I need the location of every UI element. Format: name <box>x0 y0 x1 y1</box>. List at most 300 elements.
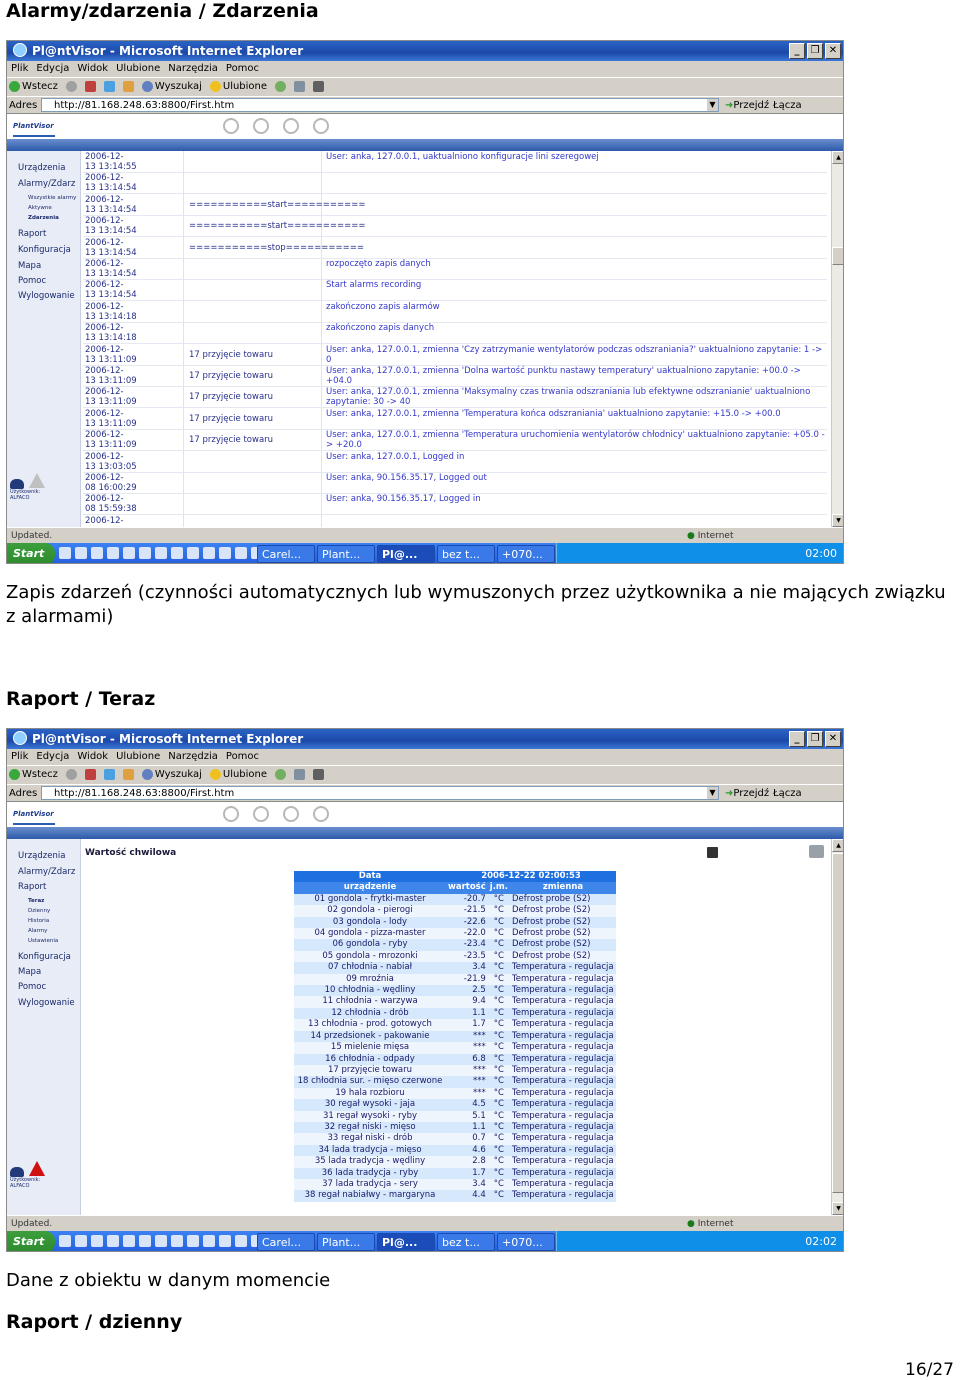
nav-now[interactable]: Teraz <box>28 898 45 904</box>
table-header-row <box>294 871 616 882</box>
event-source: 17 przyjęcie towaru <box>189 413 274 424</box>
user-name: ALFACO <box>10 495 30 501</box>
menu-favorites[interactable]: Ulubione <box>116 63 161 74</box>
cell-device: 30 regał wysoki - jaja <box>294 1099 446 1110</box>
cell-value: 1.1 <box>446 1122 488 1133</box>
table-row <box>294 1088 616 1099</box>
home-icon[interactable] <box>123 769 134 780</box>
clock: 02:02 <box>805 1235 837 1248</box>
event-date <box>85 259 177 279</box>
user-label: Użytkownik: <box>10 489 41 495</box>
browser-window-events <box>6 40 844 564</box>
list-item <box>83 280 827 301</box>
event-time: 13 13:14:55 <box>85 162 137 172</box>
minimize-button[interactable]: _ <box>789 731 805 747</box>
menu-file[interactable]: Plik <box>11 751 29 762</box>
back-label: Wstecz <box>22 769 58 780</box>
print-icon[interactable] <box>313 81 324 92</box>
cell-unit: °C <box>488 1088 510 1099</box>
cell-variable: Defrost probe (S2) <box>510 894 616 905</box>
back-button[interactable] <box>9 81 58 92</box>
cell-unit: °C <box>488 1133 510 1144</box>
scroll-thumb[interactable] <box>832 247 844 265</box>
cell-variable: Temperatura - regulacja <box>510 1122 616 1133</box>
nav-alarms-events[interactable]: Alarmy/Zdarz <box>18 179 76 189</box>
cell-unit: °C <box>488 939 510 950</box>
address-bar <box>7 784 843 802</box>
event-time: 13 13:14:18 <box>85 311 137 322</box>
event-time: 13 13:11:09 <box>85 440 137 451</box>
header-datetime: 2006-12-22 02:00:53 <box>446 871 616 882</box>
event-time: 08 15:59:38 <box>85 504 137 515</box>
event-date <box>85 152 177 172</box>
heading-report-daily: Raport / dzienny <box>6 1311 183 1333</box>
bell-icon[interactable] <box>253 806 269 822</box>
event-source: ===========start=========== <box>189 221 366 232</box>
cell-device: 05 gondola - mrozonki <box>294 951 446 962</box>
event-date-day: 2006-12- <box>85 280 124 291</box>
cell-value: -23.4 <box>446 939 488 950</box>
cell-device: 17 przyjęcie towaru <box>294 1065 446 1076</box>
cell-variable: Temperatura - regulacja <box>510 1190 616 1201</box>
go-button[interactable]: ➜Przejdź <box>725 788 770 799</box>
back-arrow-icon <box>9 81 20 92</box>
history-icon[interactable] <box>313 118 329 134</box>
event-date <box>85 452 177 472</box>
event-time: 13 13:14:54 <box>85 226 137 237</box>
cell-device: 03 gondola - lody <box>294 917 446 928</box>
cell-variable: Temperatura - regulacja <box>510 1019 616 1030</box>
address-label: Adres <box>9 788 38 799</box>
cell-value: 1.7 <box>446 1019 488 1030</box>
back-arrow-icon <box>9 769 20 780</box>
heading-report-now: Raport / Teraz <box>6 688 156 710</box>
table-row <box>294 1168 616 1179</box>
stop-icon[interactable] <box>85 81 96 92</box>
cell-value: -20.7 <box>446 894 488 905</box>
cell-unit: °C <box>488 951 510 962</box>
event-message: User: anka, 127.0.0.1, zmienna 'Temperatura uruchomienia wentylatorów chłodnicy' uaktualniono zapytanie: +05.0 -> +20.0 <box>326 430 825 451</box>
task-plant[interactable]: Plant... <box>317 1233 375 1251</box>
mail-icon[interactable] <box>294 769 305 780</box>
nav-configuration[interactable]: Konfiguracja <box>18 245 71 255</box>
taskbar <box>7 543 843 564</box>
task-plantvisor[interactable]: Pl@... <box>377 545 435 563</box>
task-carel[interactable]: Carel... <box>257 1233 315 1251</box>
cell-unit: °C <box>488 1145 510 1156</box>
cell-variable: Temperatura - regulacja <box>510 996 616 1007</box>
system-tray <box>556 1231 843 1252</box>
table-row <box>294 1145 616 1156</box>
user-info <box>10 1177 40 1189</box>
favorites-label: Ulubione <box>222 769 268 780</box>
task-untitled[interactable]: bez t... <box>437 545 495 563</box>
nav-devices[interactable]: Urządzenia <box>18 851 66 861</box>
event-time: 13 13:14:54 <box>85 204 137 215</box>
menu-edit[interactable]: Edycja <box>36 63 70 74</box>
table-row <box>294 939 616 950</box>
event-date-day: 2006-12- <box>85 515 124 526</box>
address-bar <box>7 96 843 114</box>
event-message: Start alarms recording <box>326 280 422 291</box>
list-item <box>83 345 827 366</box>
forward-arrow-icon[interactable] <box>66 769 77 780</box>
nav-active[interactable]: Aktywne <box>28 205 52 211</box>
menu-file[interactable]: Plik <box>11 63 29 74</box>
list-item <box>83 366 827 387</box>
cell-value: 9.4 <box>446 996 488 1007</box>
cell-value: 6.8 <box>446 1054 488 1065</box>
graph-icon[interactable] <box>283 118 299 134</box>
event-date <box>85 280 177 300</box>
event-date-day: 2006-12- <box>85 387 124 398</box>
event-date <box>85 430 177 450</box>
graph-icon[interactable] <box>283 806 299 822</box>
bell-icon[interactable] <box>253 118 269 134</box>
event-time: 13 13:11:09 <box>85 418 137 429</box>
print-icon[interactable] <box>809 845 824 858</box>
phone-icon[interactable] <box>10 479 24 489</box>
nav-daily[interactable]: Dzienny <box>28 908 51 914</box>
event-date-day: 2006-12- <box>85 344 124 355</box>
address-dropdown-icon[interactable]: ▼ <box>707 787 718 799</box>
nav-devices[interactable]: Urządzenia <box>18 163 66 173</box>
menu-view[interactable]: Widok <box>77 751 109 762</box>
toolbar <box>7 77 843 95</box>
task-plantvisor[interactable]: Pl@... <box>377 1233 435 1251</box>
nav-configuration[interactable]: Konfiguracja <box>18 952 71 962</box>
table-row <box>294 1031 616 1042</box>
table-row <box>294 951 616 962</box>
taskbar <box>7 1231 843 1252</box>
nav-settings[interactable]: Ustawienia <box>28 938 59 944</box>
minimize-button[interactable]: _ <box>789 43 805 59</box>
cell-variable: Temperatura - regulacja <box>510 1076 616 1087</box>
close-button[interactable]: ✕ <box>825 43 841 59</box>
cell-device: 02 gondola - pierogi <box>294 905 446 916</box>
cell-value: 1.1 <box>446 1008 488 1019</box>
cell-value: 4.6 <box>446 1145 488 1156</box>
back-button[interactable] <box>9 769 58 780</box>
favorites-label: Ulubione <box>222 81 268 92</box>
event-message: User: anka, 127.0.0.1, zmienna 'Temperatura końca odszraniania' uaktualniono zapytanie: +15.0 -> +00.0 <box>326 408 781 419</box>
event-date-day: 2006-12- <box>85 194 124 205</box>
history-icon[interactable] <box>313 806 329 822</box>
favorites-button[interactable] <box>210 81 267 92</box>
address-value: http://81.168.248.63:8800/First.htm <box>54 788 235 799</box>
cell-device: 13 chłodnia - prod. gotowych <box>294 1019 446 1030</box>
event-message: User: anka, 90.156.35.17, Logged in <box>326 494 481 505</box>
status-bar <box>7 1215 843 1232</box>
event-date-day: 2006-12- <box>85 494 124 505</box>
cell-value: 5.1 <box>446 1111 488 1122</box>
cell-device: 18 chłodnia sur. - mięso czerwone <box>294 1076 446 1087</box>
cell-device: 16 chłodnia - odpady <box>294 1054 446 1065</box>
nav-logout[interactable]: Wylogowanie <box>18 291 75 301</box>
go-button[interactable]: ➜Przejdź <box>725 100 770 111</box>
zone-label: Internet <box>697 1219 734 1229</box>
header-band <box>7 827 843 839</box>
event-date-day: 2006-12- <box>85 430 124 441</box>
stop-icon[interactable] <box>85 769 96 780</box>
cell-value: 3.4 <box>446 1179 488 1190</box>
cell-value: 4.5 <box>446 1099 488 1110</box>
event-date <box>85 387 177 407</box>
alarm-icon[interactable] <box>29 1161 45 1176</box>
table-row <box>294 1042 616 1053</box>
list-item <box>83 323 827 344</box>
col-device: urządzenie <box>294 882 446 893</box>
alarm-icon[interactable] <box>29 473 45 488</box>
event-date-day: 2006-12- <box>85 152 124 162</box>
table-row <box>294 905 616 916</box>
event-date <box>85 409 177 429</box>
event-date <box>85 345 177 365</box>
address-dropdown-icon[interactable]: ▼ <box>707 99 718 111</box>
cell-unit: °C <box>488 1019 510 1030</box>
plantvisor-header <box>7 113 843 140</box>
nav-report[interactable]: Raport <box>18 229 47 239</box>
refresh-icon[interactable] <box>104 81 115 92</box>
plantvisor-logo: PlantVisor <box>13 805 55 825</box>
page-number: 16/27 <box>905 1360 954 1380</box>
nav-alarms-events[interactable]: Alarmy/Zdarz <box>18 867 76 877</box>
maximize-button[interactable]: ❐ <box>807 43 823 59</box>
scrollbar[interactable] <box>831 839 844 1215</box>
event-time: 13 13:11:09 <box>85 354 137 365</box>
links-button[interactable]: Łącza <box>773 100 802 111</box>
task-plant[interactable]: Plant... <box>317 545 375 563</box>
cell-value: 3.4 <box>446 962 488 973</box>
history-icon[interactable] <box>275 769 286 780</box>
toolbar <box>7 765 843 783</box>
go-label: Przejdź <box>733 788 770 799</box>
cell-value: -21.5 <box>446 905 488 916</box>
event-message: rozpoczęto zapis danych <box>326 259 431 269</box>
maximize-button[interactable]: ❐ <box>807 731 823 747</box>
cell-variable: Temperatura - regulacja <box>510 1088 616 1099</box>
security-zone: ● Internet <box>687 1219 734 1229</box>
nav-map[interactable]: Mapa <box>18 967 42 977</box>
plantvisor-header <box>7 801 843 828</box>
address-value: http://81.168.248.63:8800/First.htm <box>54 100 235 111</box>
mail-icon[interactable] <box>294 81 305 92</box>
event-date <box>85 323 177 343</box>
cell-variable: Temperatura - regulacja <box>510 1099 616 1110</box>
cell-variable: Temperatura - regulacja <box>510 1065 616 1076</box>
search-button[interactable] <box>142 81 202 92</box>
cell-value: -23.5 <box>446 951 488 962</box>
col-unit: j.m. <box>489 882 509 893</box>
task-untitled[interactable]: bez t... <box>437 1233 495 1251</box>
list-item <box>83 216 827 237</box>
scroll-up-icon[interactable]: ▲ <box>832 151 844 164</box>
phone-icon[interactable] <box>10 1167 24 1177</box>
nav-history[interactable]: Historia <box>28 918 50 924</box>
list-item <box>83 173 827 194</box>
nav-all-alarms[interactable]: Wszystkie alarmy <box>28 195 77 201</box>
event-date-day: 2006-12- <box>85 237 124 248</box>
event-date <box>85 238 177 258</box>
cell-value: -21.9 <box>446 974 488 985</box>
cell-unit: °C <box>488 1122 510 1133</box>
favorites-button[interactable] <box>210 769 267 780</box>
cell-variable: Temperatura - regulacja <box>510 1168 616 1179</box>
list-item <box>83 452 827 473</box>
cell-device: 01 gondola - frytki-master <box>294 894 446 905</box>
history-icon[interactable] <box>275 81 286 92</box>
task-070[interactable]: +070... <box>497 545 555 563</box>
event-message: User: anka, 127.0.0.1, Logged in <box>326 451 465 462</box>
cell-unit: °C <box>488 974 510 985</box>
event-date-day: 2006-12- <box>85 216 124 227</box>
window-title: Pl@ntVisor - Microsoft Internet Explorer <box>32 732 304 746</box>
scroll-down-icon[interactable]: ▼ <box>832 514 844 527</box>
table-row <box>294 985 616 996</box>
clock: 02:00 <box>805 547 837 560</box>
list-item <box>83 387 827 408</box>
address-input[interactable] <box>41 98 719 112</box>
cell-value: 0.7 <box>446 1133 488 1144</box>
cell-device: 32 regał niski - mięso <box>294 1122 446 1133</box>
links-button[interactable]: Łącza <box>773 788 802 799</box>
cell-value: *** <box>446 1031 488 1042</box>
quick-launch <box>59 547 263 559</box>
home-icon[interactable] <box>123 81 134 92</box>
scrollbar[interactable] <box>831 151 844 527</box>
cell-unit: °C <box>488 1042 510 1053</box>
refresh-icon[interactable] <box>223 118 239 134</box>
refresh-icon[interactable] <box>104 769 115 780</box>
start-button[interactable]: Start <box>7 543 55 564</box>
cell-value: 4.4 <box>446 1190 488 1201</box>
cell-device: 07 chłodnia - nabiał <box>294 962 446 973</box>
report-table <box>294 871 616 1202</box>
cell-variable: Defrost probe (S2) <box>510 951 616 962</box>
cell-variable: Temperatura - regulacja <box>510 1054 616 1065</box>
cell-unit: °C <box>488 1099 510 1110</box>
event-time: 13 13:03:05 <box>85 461 137 472</box>
cell-device: 04 gondola - pizza-master <box>294 928 446 939</box>
cell-unit: °C <box>488 1168 510 1179</box>
print-icon[interactable] <box>313 769 324 780</box>
event-message: User: anka, 127.0.0.1, zmienna 'Dolna wartość punktu nastawy temperatury' uaktualniono zapytanie: +00.0 -> +04.0 <box>326 366 801 386</box>
menu-edit[interactable]: Edycja <box>36 751 70 762</box>
status-bar <box>7 527 843 544</box>
cell-value: *** <box>446 1065 488 1076</box>
menu-help[interactable]: Pomoc <box>225 751 260 762</box>
menu-tools[interactable]: Narzędzia <box>168 751 218 762</box>
cell-variable: Temperatura - regulacja <box>510 1008 616 1019</box>
forward-arrow-icon[interactable] <box>66 81 77 92</box>
event-date <box>85 195 177 215</box>
user-name: ALFACO <box>10 1183 30 1189</box>
cell-unit: °C <box>488 962 510 973</box>
event-time: 13 13:14:54 <box>85 247 137 258</box>
task-carel[interactable]: Carel... <box>257 545 315 563</box>
menu-bar <box>7 61 843 77</box>
cell-value: -22.6 <box>446 917 488 928</box>
list-item <box>83 152 827 173</box>
event-date <box>85 516 177 526</box>
table-row <box>294 1133 616 1144</box>
list-item <box>83 409 827 430</box>
nav-help[interactable]: Pomoc <box>18 276 47 286</box>
event-source: 17 przyjęcie towaru <box>189 371 274 381</box>
events-description: Zapis zdarzeń (czynności automatycznych lub wymuszonych przez użytkownika a nie mających związku z alarmami) <box>6 582 946 627</box>
table-row <box>294 894 616 905</box>
cell-variable: Temperatura - regulacja <box>510 985 616 996</box>
security-zone: ● Internet <box>687 531 734 541</box>
cell-variable: Temperatura - regulacja <box>510 1111 616 1122</box>
table-row <box>294 1065 616 1076</box>
address-input[interactable] <box>41 786 719 800</box>
table-row <box>294 917 616 928</box>
header-date-label: Data <box>294 871 446 882</box>
scroll-up-icon[interactable]: ▲ <box>832 839 844 852</box>
cell-device: 10 chłodnia - wędliny <box>294 985 446 996</box>
report-content <box>7 839 844 1215</box>
menu-help[interactable]: Pomoc <box>225 63 260 74</box>
scroll-thumb[interactable] <box>832 853 844 1193</box>
event-time: 13 13:11:09 <box>85 397 137 408</box>
search-button[interactable] <box>142 769 202 780</box>
nav-report[interactable]: Raport <box>18 882 47 892</box>
search-label: Wyszukaj <box>154 81 202 92</box>
menu-tools[interactable]: Narzędzia <box>168 63 218 74</box>
nav-help[interactable]: Pomoc <box>18 982 47 992</box>
nav-logout[interactable]: Wylogowanie <box>18 998 75 1008</box>
cell-value: *** <box>446 1042 488 1053</box>
cell-unit: °C <box>488 905 510 916</box>
close-button[interactable]: ✕ <box>825 731 841 747</box>
nav-alarms[interactable]: Alarmy <box>28 928 48 934</box>
cell-variable: Temperatura - regulacja <box>510 1031 616 1042</box>
save-icon[interactable] <box>707 847 718 858</box>
cell-device: 15 mielenie mięsa <box>294 1042 446 1053</box>
cell-device: 35 lada tradycja - wędliny <box>294 1156 446 1167</box>
back-label: Wstecz <box>22 81 58 92</box>
nav-events[interactable]: Zdarzenia <box>28 215 59 221</box>
cell-device: 33 regał niski - drób <box>294 1133 446 1144</box>
event-date <box>85 173 177 193</box>
event-date-day: 2006-12- <box>85 408 124 419</box>
menu-favorites[interactable]: Ulubione <box>116 751 161 762</box>
event-date <box>85 366 177 386</box>
cell-device: 12 chłodnia - drób <box>294 1008 446 1019</box>
nav-map[interactable]: Mapa <box>18 261 42 271</box>
cell-unit: °C <box>488 1156 510 1167</box>
start-button[interactable]: Start <box>7 1231 55 1252</box>
cell-device: 06 gondola - ryby <box>294 939 446 950</box>
search-icon <box>142 769 153 780</box>
event-time: 08 16:00:29 <box>85 483 137 493</box>
table-row <box>294 928 616 939</box>
cell-value: 2.8 <box>446 1156 488 1167</box>
menu-view[interactable]: Widok <box>77 63 109 74</box>
event-source: 17 przyjęcie towaru <box>189 435 274 446</box>
scroll-down-icon[interactable]: ▼ <box>832 1202 844 1215</box>
task-070[interactable]: +070... <box>497 1233 555 1251</box>
cell-unit: °C <box>488 1065 510 1076</box>
header-band <box>7 139 843 151</box>
table-row <box>294 996 616 1007</box>
refresh-icon[interactable] <box>223 806 239 822</box>
cell-variable: Temperatura - regulacja <box>510 974 616 985</box>
cell-unit: °C <box>488 1054 510 1065</box>
cell-variable: Temperatura - regulacja <box>510 1133 616 1144</box>
cell-variable: Temperatura - regulacja <box>510 1179 616 1190</box>
